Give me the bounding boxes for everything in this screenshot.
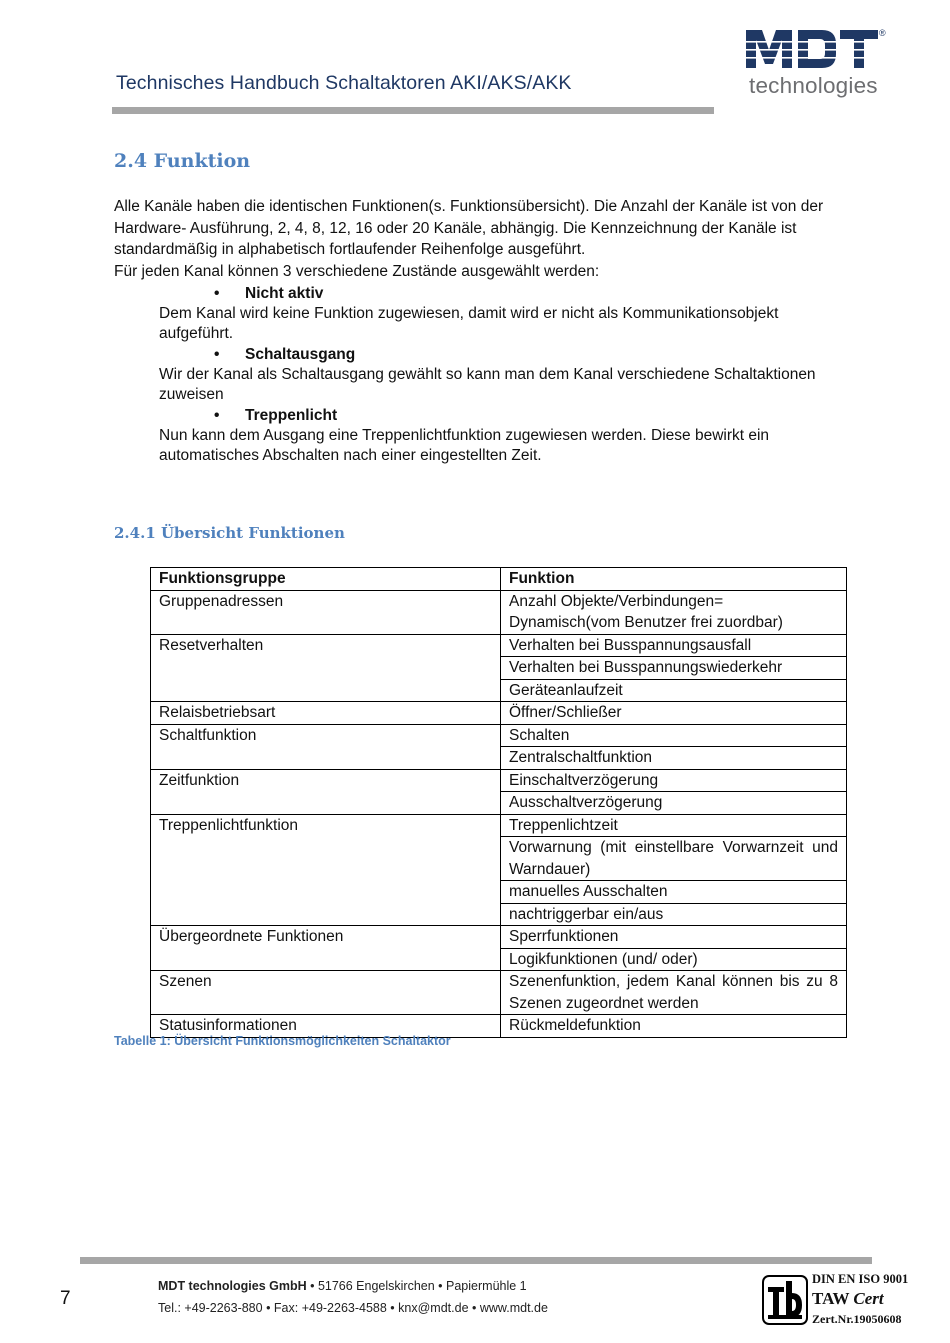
subsection-heading: 2.4.1 Übersicht Funktionen: [114, 524, 345, 542]
state-description: Nun kann dem Ausgang eine Treppenlichtfunktion zugewiesen werden. Diese bewirkt ein automatisches Abschalten nach einer eingestellten Zeit.: [159, 427, 770, 464]
page-number: 7: [60, 1288, 71, 1309]
intro-paragraph: Alle Kanäle haben die identischen Funktionen(s. Funktionsübersicht). Die Anzahl der Kanäle ist von der Hardware- Ausführung, 2, 4, 8, 12, 16 oder 20 Kanäle, abhängig. Die Kennzeichnung der Kanäle ist standardmäßig in alphabetisch fortlaufender Reihenfolge ausgeführt.: [114, 198, 824, 258]
state-label: Nicht aktiv: [245, 285, 324, 302]
table-row: [151, 724, 847, 747]
function-cell: Logikfunktionen (und/ oder): [501, 948, 847, 971]
group-cell: Statusinformationen: [151, 1015, 501, 1038]
table-row: [151, 634, 847, 657]
state-description: Dem Kanal wird keine Funktion zugewiesen, damit wird er nicht als Kommunikationsobjekt aufgeführt.: [159, 305, 779, 342]
function-cell: Zentralschaltfunktion: [501, 747, 847, 770]
function-cell: Anzahl Objekte/Verbindungen= Dynamisch(vom Benutzer frei zuordbar): [501, 590, 847, 634]
function-cell: Öffner/Schließer: [501, 702, 847, 725]
function-cell: nachtriggerbar ein/aus: [501, 903, 847, 926]
taw-cert-icon: [762, 1275, 808, 1325]
function-cell: Schalten: [501, 724, 847, 747]
section-body: [114, 196, 834, 466]
function-cell: Ausschaltverzögerung: [501, 792, 847, 815]
group-cell: Schaltfunktion: [151, 724, 501, 769]
cert-number: Zert.Nr.19050608: [812, 1312, 902, 1326]
column-header: Funktionsgruppe: [151, 568, 501, 591]
group-cell: Gruppenadressen: [151, 590, 501, 634]
functions-table: [150, 567, 847, 1038]
state-description: Wir der Kanal als Schaltausgang gewählt so kann man dem Kanal verschiedene Schaltaktionen zuweisen: [159, 366, 816, 403]
bullet-icon: •: [214, 285, 220, 302]
function-cell: Sperrfunktionen: [501, 926, 847, 949]
bullet-icon: •: [214, 346, 220, 363]
function-cell: Einschaltverzögerung: [501, 769, 847, 792]
function-cell: Rückmeldefunktion: [501, 1015, 847, 1038]
state-item: [114, 283, 834, 304]
section-heading: 2.4 Funktion: [114, 150, 251, 172]
function-cell: Geräteanlaufzeit: [501, 679, 847, 702]
group-cell: Resetverhalten: [151, 634, 501, 702]
company-address: • 51766 Engelskirchen • Papiermühle 1: [306, 1279, 527, 1293]
footer-contact: Tel.: +49-2263-880 • Fax: +49-2263-4588 • knx@mdt.de • www.mdt.de: [158, 1301, 548, 1315]
table-header-row: [151, 568, 847, 591]
column-header: Funktion: [501, 568, 847, 591]
footer-rule: [80, 1257, 872, 1264]
table-row: [151, 971, 847, 1015]
state-item: [114, 405, 834, 426]
group-cell: Übergeordnete Funktionen: [151, 926, 501, 971]
function-cell: Verhalten bei Busspannungswiederkehr: [501, 657, 847, 680]
function-cell: manuelles Ausschalten: [501, 881, 847, 904]
bullet-icon: •: [214, 407, 220, 424]
cert-taw-italic: Cert: [853, 1289, 884, 1308]
table-row: [151, 769, 847, 792]
footer-company-line: [158, 1279, 527, 1293]
table-row: [151, 702, 847, 725]
group-cell: Zeitfunktion: [151, 769, 501, 814]
table-row: [151, 814, 847, 837]
function-cell: Treppenlichtzeit: [501, 814, 847, 837]
state-label: Schaltausgang: [245, 346, 356, 363]
cert-taw-label: [812, 1289, 884, 1309]
group-cell: Szenen: [151, 971, 501, 1015]
cert-taw-text: TAW: [812, 1289, 850, 1308]
table-row: [151, 926, 847, 949]
group-cell: Treppenlichtfunktion: [151, 814, 501, 926]
logo-subtitle: technologies: [749, 73, 878, 98]
cert-iso-label: DIN EN ISO 9001: [812, 1272, 909, 1286]
state-label: Treppenlicht: [245, 407, 338, 424]
function-cell: Vorwarnung (mit einstellbare Vorwarnzeit und Warndauer): [501, 837, 847, 881]
company-name: MDT technologies GmbH: [158, 1279, 307, 1293]
mdt-logo: [746, 28, 892, 100]
mdt-logo-icon: [746, 28, 884, 70]
states-intro: Für jeden Kanal können 3 verschiedene Zustände ausgewählt werden:: [114, 262, 600, 280]
table-row: [151, 590, 847, 634]
function-cell: Szenenfunktion, jedem Kanal können bis zu 8 Szenen zugeordnet werden: [501, 971, 847, 1015]
document-title: Technisches Handbuch Schaltaktoren AKI/AKS/AKK: [116, 72, 572, 94]
function-cell: Verhalten bei Busspannungsausfall: [501, 634, 847, 657]
state-item: [114, 344, 834, 365]
header-rule: [112, 107, 714, 114]
table-caption: Tabelle 1: Übersicht Funktionsmöglichkeiten Schaltaktor: [114, 1034, 451, 1048]
registered-mark: ®: [879, 28, 886, 38]
group-cell: Relaisbetriebsart: [151, 702, 501, 725]
